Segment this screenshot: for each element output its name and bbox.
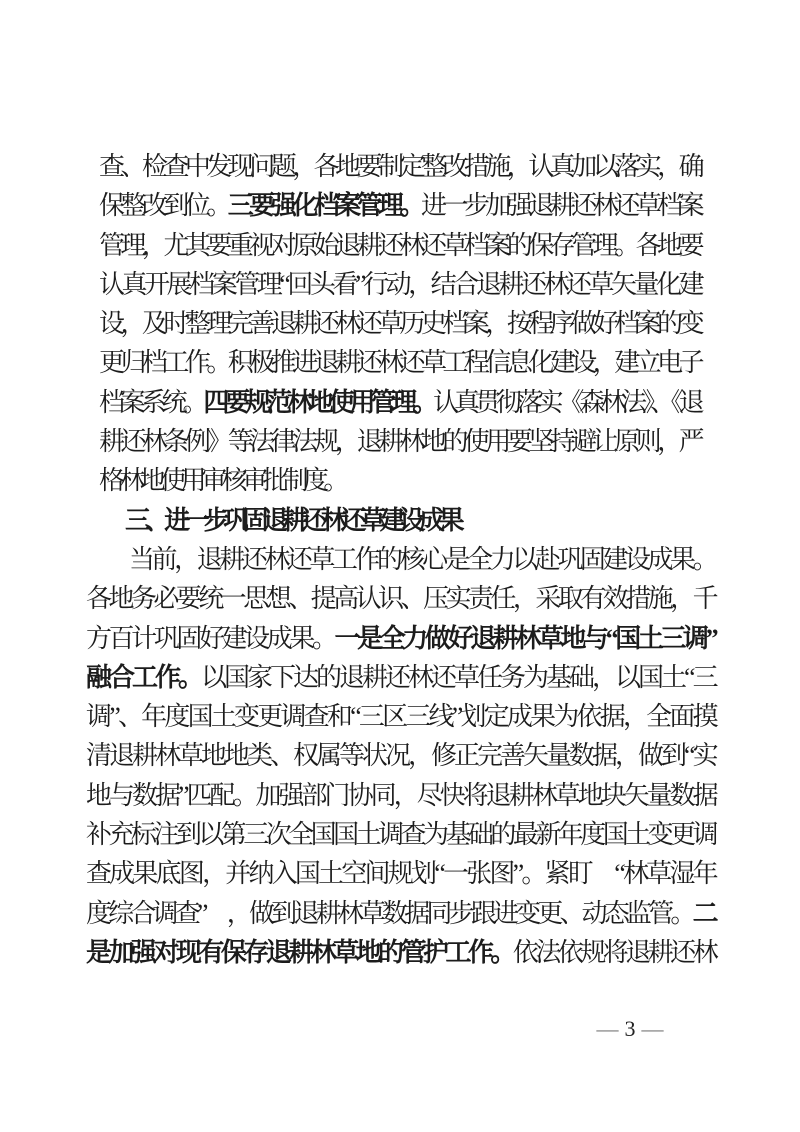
text-segment: 地与数据”匹配。加强部门协同，尽快将退耕林草地块矢量数据 xyxy=(86,780,713,810)
text-line xyxy=(99,383,699,422)
text-line xyxy=(86,776,713,815)
section-heading xyxy=(86,501,713,540)
text-line xyxy=(86,933,713,972)
text-segment: 认真开展档案管理“回头看”行动，结合退耕还林还草矢量化建 xyxy=(99,269,699,299)
emphasis-segment: 是加强对现有保存退耕林草地的管护工作。 xyxy=(86,937,513,967)
text-line xyxy=(86,815,713,854)
text-line xyxy=(86,619,713,658)
text-segment: 档案系统。 xyxy=(99,387,204,417)
text-segment: 耕还林条例》等法律法规，退耕林地的使用要坚持避让原则，严 xyxy=(99,427,699,457)
text-line xyxy=(86,736,713,775)
text-segment: 进一步加强退耕还林还草档案 xyxy=(421,191,699,221)
text-line xyxy=(99,422,699,461)
text-segment: 方百计巩固好建设成果。 xyxy=(86,623,335,653)
emphasis-segment: 二 xyxy=(692,898,713,928)
text-segment: 以国家下达的退耕还林还草任务为基础，以国土“三 xyxy=(201,662,713,692)
emphasis-segment: 融合工作。 xyxy=(86,662,202,692)
text-line xyxy=(99,226,699,265)
emphasis-segment: 四要规范林地使用管理。 xyxy=(203,387,434,417)
page-number-value: 3 xyxy=(624,1016,636,1041)
text-segment: 补充标注到以第三次全国国土调查为基础的最新年度国土变更调 xyxy=(86,820,713,850)
text-segment: 度综合调查” ，做到退耕林草数据同步跟进变更、动态监管。 xyxy=(86,898,693,928)
page-number-dash-left: — xyxy=(596,1016,619,1041)
text-segment: 管理，尤其要重视对原始退耕还林还草档案的保存管理。各地要 xyxy=(99,230,699,260)
text-segment: 各地务必要统一思想、提高认识、压实责任，采取有效措施，千 xyxy=(86,584,713,614)
text-line xyxy=(86,540,713,579)
text-line xyxy=(99,343,699,382)
emphasis-segment: 三要强化档案管理。 xyxy=(227,191,421,221)
text-segment: 依法依规将退耕还林 xyxy=(512,937,713,967)
text-line xyxy=(86,658,713,697)
emphasis-segment: 三、进一步巩固退耕还林还草建设成果 xyxy=(125,504,459,535)
text-segment: 调”、年度国土变更调查和“三区三线”划定成果为依据，全面摸 xyxy=(86,702,713,732)
text-line xyxy=(99,147,699,186)
text-segment: 保整改到位。 xyxy=(99,191,228,221)
text-line xyxy=(86,579,713,618)
text-line xyxy=(99,265,699,304)
text-segment: 认真贯彻落实《森林法》、《退 xyxy=(433,387,699,417)
text-line xyxy=(99,461,699,500)
text-segment: 当前，退耕还林还草工作的核心是全力以赴巩固建设成果。 xyxy=(129,544,713,574)
text-segment: 设，及时整理完善退耕还林还草历史档案，按程序做好档案的变 xyxy=(99,309,699,339)
page-number xyxy=(560,1016,700,1042)
text-segment: 更归档工作。积极推进退耕还林还草工程信息化建设，建立电子 xyxy=(99,348,699,378)
text-line xyxy=(86,894,713,933)
body-text xyxy=(86,147,713,972)
page-number-dash-right: — xyxy=(641,1016,664,1041)
text-line xyxy=(99,304,699,343)
text-line xyxy=(86,854,713,893)
text-line xyxy=(99,186,699,225)
text-segment: 清退耕林草地地类、权属等状况，修正完善矢量数据，做到“实 xyxy=(86,741,713,771)
text-segment: 格林地使用审核审批制度。 xyxy=(99,466,344,496)
text-segment: 查、检查中发现问题，各地要制定整改措施，认真加以落实，确 xyxy=(99,152,699,181)
text-segment: 查成果底图，并纳入国土空间规划“一张图”。紧盯 “林草湿年 xyxy=(86,859,713,889)
emphasis-segment: 一是全力做好退耕林草地与“国土三调” xyxy=(334,623,714,653)
text-line xyxy=(86,697,713,736)
